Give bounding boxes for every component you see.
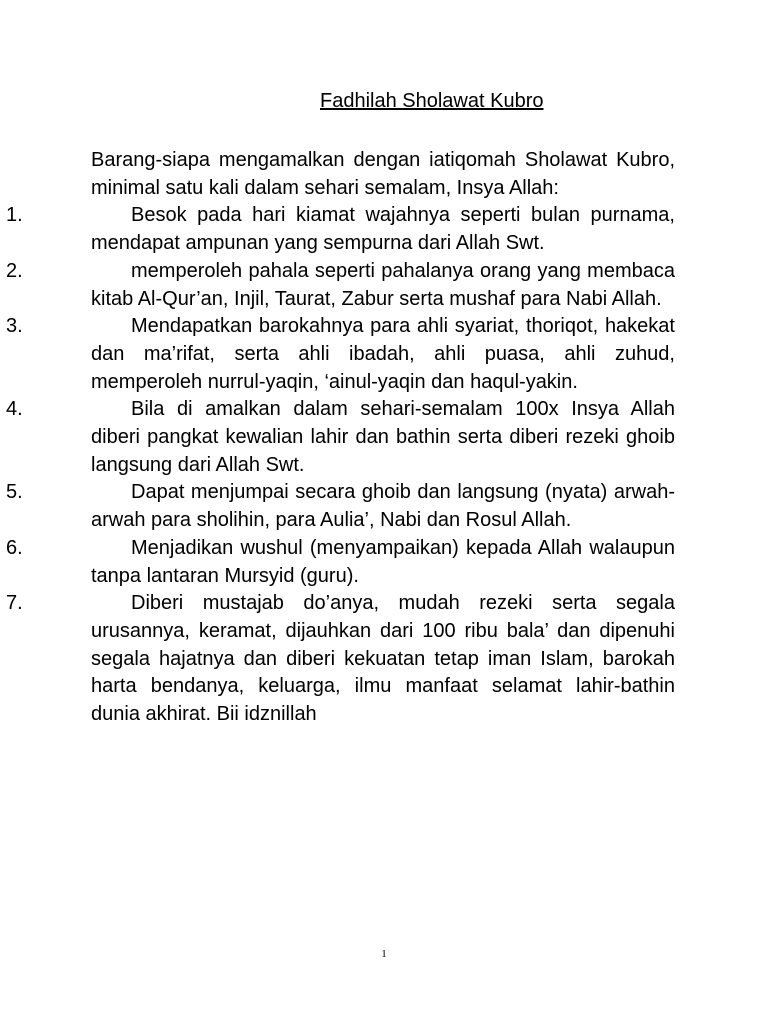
page-number: 1 bbox=[381, 948, 387, 960]
list-item bbox=[6, 258, 675, 313]
list-item-text: Menjadikan wushul (menyampaikan) kepada Allah walaupun tanpa lantaran Mursyid (guru). bbox=[91, 536, 675, 587]
list-item-number: 2. bbox=[6, 259, 23, 282]
list-item-number: 7. bbox=[6, 592, 23, 615]
list-item-text: Besok pada hari kiamat wajahnya seperti bulan purnama, mendapat ampunan yang sempurna dari Allah Swt. bbox=[91, 204, 675, 255]
list-item-number: 5. bbox=[6, 481, 23, 504]
list-item bbox=[6, 202, 675, 257]
list-item-number: 1. bbox=[6, 204, 23, 227]
list-item bbox=[6, 479, 675, 534]
list-item-text: memperoleh pahala seperti pahalanya orang yang membaca kitab Al-Qur’an, Injil, Taurat, Zabur serta mushaf para Nabi Allah. bbox=[91, 259, 675, 310]
list-item-number: 4. bbox=[6, 398, 23, 421]
intro-paragraph: Barang-siapa mengamalkan dengan iatiqomah Sholawat Kubro, minimal satu kali dalam sehari semalam, Insya Allah: bbox=[91, 149, 675, 199]
benefits-list bbox=[6, 202, 675, 728]
list-item bbox=[6, 396, 675, 479]
list-item-number: 3. bbox=[6, 315, 23, 338]
list-item bbox=[6, 313, 675, 396]
list-item bbox=[6, 590, 675, 729]
list-item-number: 6. bbox=[6, 536, 23, 559]
list-item-text: Dapat menjumpai secara ghoib dan langsung (nyata) arwah-arwah para sholihin, para Aulia’, Nabi dan Rosul Allah. bbox=[91, 481, 675, 532]
list-item-text: Diberi mustajab do’anya, mudah rezeki serta segala urusannya, keramat, dijauhkan dari 100 ribu bala’ dan dipenuhi segala hajatnya dan diberi kekuatan tetap iman Islam, barokah harta bendanya, keluarga, ilmu manfaat selamat lahir-bathin dunia akhirat. Bii idznillah bbox=[91, 592, 675, 726]
list-item bbox=[6, 535, 675, 590]
list-item-text: Bila di amalkan dalam sehari-semalam 100x Insya Allah diberi pangkat kewalian lahir dan bathin serta diberi rezeki ghoib langsung dari Allah Swt. bbox=[91, 398, 675, 476]
list-item-text: Mendapatkan barokahnya para ahli syariat, thoriqot, hakekat dan ma’rifat, serta ahli ibadah, ahli puasa, ahli zuhud, memperoleh nurrul-yaqin, ‘ainul-yaqin dan haqul-yakin. bbox=[91, 315, 675, 393]
document-body bbox=[6, 147, 675, 729]
document-title: Fadhilah Sholawat Kubro bbox=[320, 90, 544, 112]
